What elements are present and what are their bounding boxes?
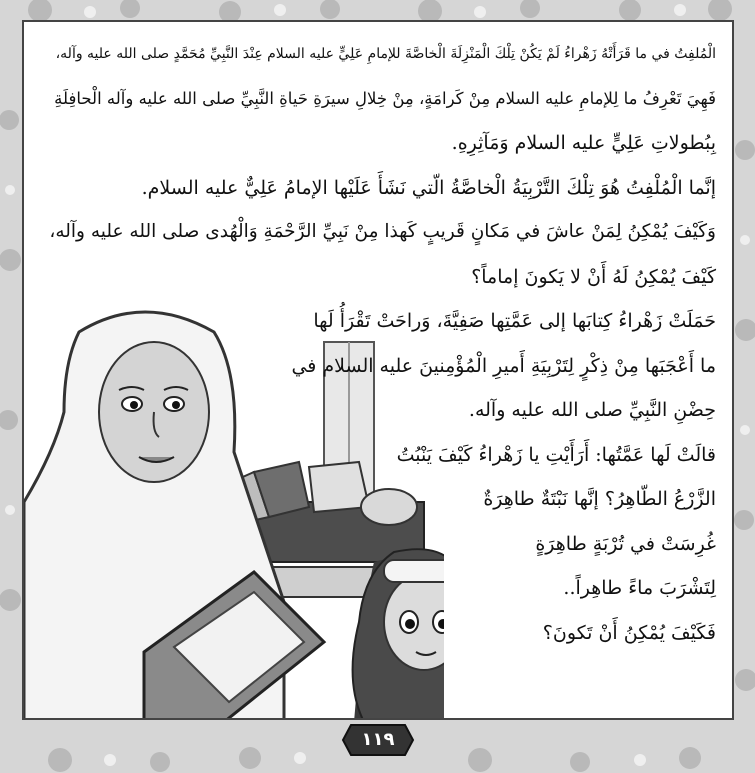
text-line: فَهِيَ تَعْرِفُ ما لِلإمامِ عليه السلام مِنْ كَرامَةٍ، مِنْ خِلالِ سيرَةِ حَياةِ النَّبِيِّ صلى الله عليه وآله الْحافِلَةِ: [54, 88, 716, 108]
text-line: بِبُطولاتِ عَلِيٍّ عليه السلام وَمَآثِرِهِ.: [451, 132, 716, 154]
text-line: لِتَشْرَبَ ماءً طاهِراً..: [563, 577, 716, 599]
text-line: فَكَيْفَ يُمْكِنُ أَنْ تَكونَ؟: [542, 621, 716, 644]
text-line: غُرِسَتْ في تُرْبَةٍ طاهِرَةٍ: [535, 532, 716, 555]
page-number-badge: [341, 723, 415, 757]
story-text: [36, 32, 716, 655]
text-line: الزَّرْعُ الطّاهِرُ؟ إنَّها نَبْتَةٌ طاهِرَةٌ: [483, 488, 716, 510]
text-line: قالَتْ لَها عَمَّتُها: أَرَأَيْتِ يا زَهْراءُ كَيْفَ يَنْبُتُ: [396, 443, 716, 466]
text-line: وَكَيْفَ يُمْكِنُ لِمَنْ عاشَ في مَكانٍ قَريبٍ كَهذا مِنْ نَبِيِّ الرَّحْمَةِ وَالْهُدى صلى الله عليه وآله،: [49, 221, 716, 242]
text-line: ما أَعْجَبَها مِنْ ذِكْرٍ لِتَرْبِيَةِ أَميرِ الْمُؤْمِنينَ عليه السلام في: [291, 354, 716, 377]
text-line: حِضْنِ النَّبِيِّ صلى الله عليه وآله.: [468, 399, 716, 421]
page-panel: [22, 20, 734, 720]
text-line: الْمُلفِتُ في ما قَرَأَتْهُ زَهْراءُ لَمْ يَكُنْ تِلْكَ الْمَنْزِلَةَ الْخاصَّةَ للإمامِ عَلِيٍّ عليه السلام عِنْدَ النَّبِيِّ مُحَمَّدٍ صلى الله عليه وآله،: [55, 46, 716, 62]
text-line: كَيْفَ يُمْكِنُ لَهُ أَنْ لا يَكونَ إماماً؟: [471, 265, 716, 288]
text-line: إنَّما الْمُلْفِتُ هُوَ تِلْكَ التَّرْبِيَةُ الْخاصَّةُ الّتي نَشَأَ عَلَيْها الإمامُ عَلِيٌّ عليه السلام.: [141, 176, 716, 199]
page-number: ١١٩: [361, 729, 395, 750]
text-line: حَمَلَتْ زَهْراءُ كِتابَها إلى عَمَّتِها صَفِيَّةَ، وَراحَتْ تَقْرَأُ لَها: [313, 310, 716, 332]
